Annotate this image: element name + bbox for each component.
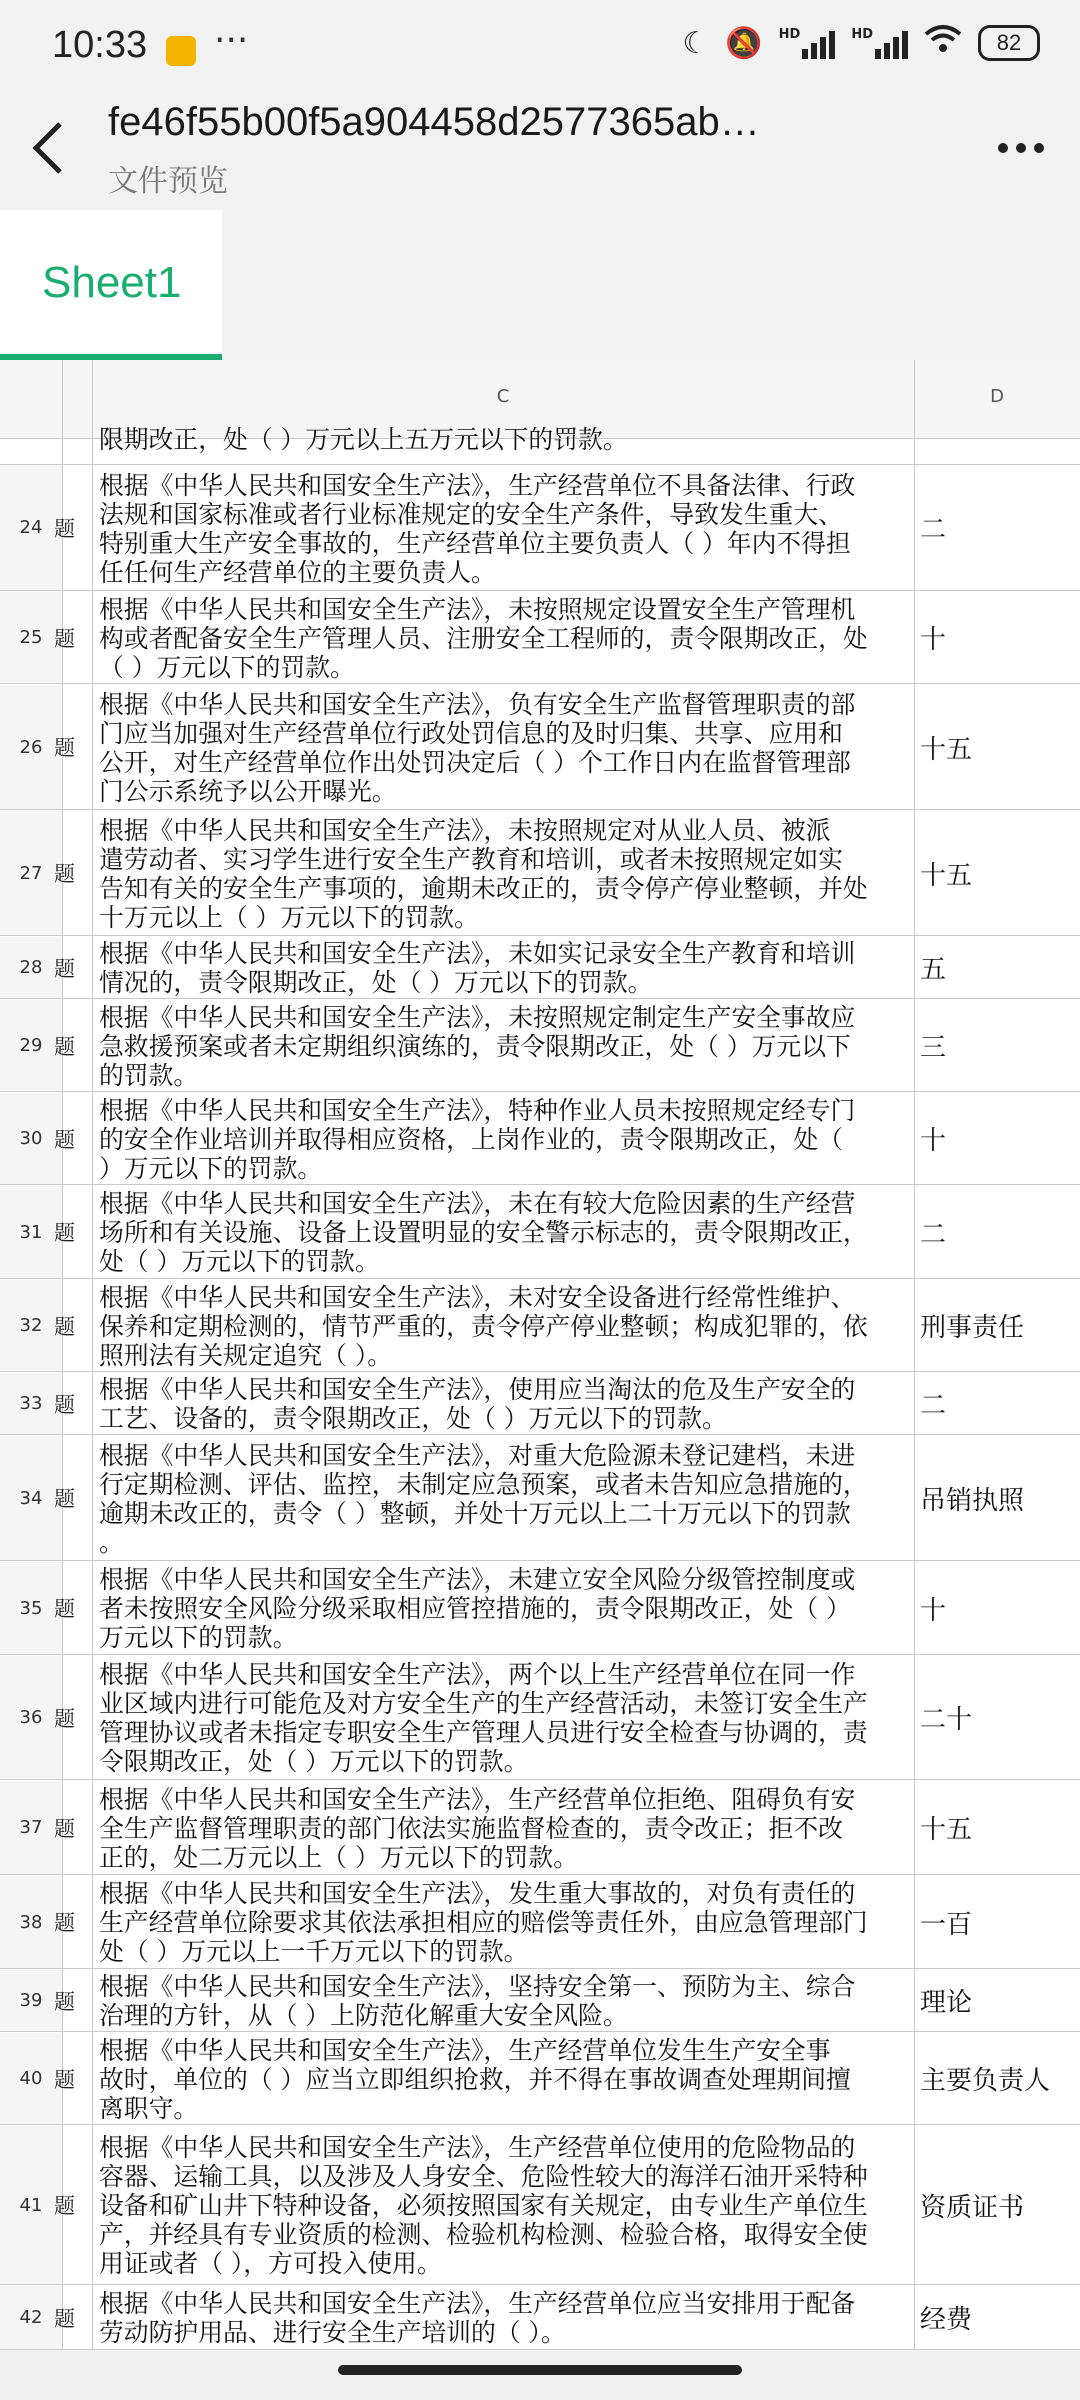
- cell-b-text: 题: [54, 1706, 75, 1731]
- cell-b-text: 题: [54, 1816, 75, 1841]
- status-bar: [0, 0, 1080, 100]
- question-line: 任任何生产经营单位的主要负责人。: [99, 558, 496, 587]
- question-line: 根据《中华人民共和国安全生产法》，使用应当淘汰的危及生产安全的: [99, 1375, 856, 1404]
- cell-answer[interactable]: 十五: [920, 1815, 973, 1845]
- row-number[interactable]: 35: [0, 1562, 62, 1654]
- cell-b[interactable]: [54, 937, 92, 998]
- question-line: 根据《中华人民共和国安全生产法》，生产经营单位拒绝、阻碍负有安: [99, 1785, 856, 1814]
- cell-answer[interactable]: 十: [920, 1595, 947, 1626]
- row-number[interactable]: 38: [0, 1876, 62, 1968]
- notification-icon: [166, 36, 196, 66]
- question-line: 故时，单位的（ ）应当立即组织抢救，并不得在事故调查处理期间擅: [99, 2065, 851, 2094]
- cell-b[interactable]: [54, 685, 92, 809]
- cell-answer[interactable]: 经费: [920, 2305, 973, 2335]
- tab-sheet1[interactable]: [0, 210, 222, 360]
- back-button[interactable]: [28, 118, 88, 188]
- table-row[interactable]: [0, 1876, 1080, 1969]
- question-line: 的罚款。: [99, 1061, 199, 1090]
- row-number[interactable]: 26: [0, 685, 62, 809]
- question-line: 场所和有关设施、设备上设置明显的安全警示标志的，责令限期改正，: [99, 1218, 868, 1247]
- cell-b[interactable]: [54, 1093, 92, 1184]
- question-line: 万元以下的罚款。: [99, 1623, 298, 1652]
- question-line: 公开，对生产经营单位作出处罚决定后（ ）个工作日内在监督管理部: [99, 748, 851, 777]
- cell-answer[interactable]: 二十: [920, 1705, 973, 1735]
- row-number[interactable]: 32: [0, 1280, 62, 1371]
- cell-answer[interactable]: 十五: [920, 860, 973, 891]
- moon-icon: ☾: [682, 25, 710, 61]
- cell-question[interactable]: [99, 1565, 909, 1652]
- cell-b[interactable]: [54, 1970, 92, 2031]
- cell-question[interactable]: [99, 1441, 909, 1557]
- sheet-tabbar: [0, 210, 1080, 360]
- table-row[interactable]: [0, 1000, 1080, 1092]
- cell-b-text: 题: [54, 1597, 75, 1621]
- question-line: 逾期未改正的，责令（ ）整顿，并处十万元以上二十万元以下的罚款: [99, 1499, 851, 1528]
- cell-b[interactable]: [54, 1186, 92, 1278]
- question-line: ）万元以下的罚款。: [99, 1154, 323, 1183]
- row-number[interactable]: 42: [0, 2286, 62, 2349]
- table-row[interactable]: [0, 2033, 1080, 2125]
- table-row[interactable]: [0, 1280, 1080, 1372]
- question-line: 根据《中华人民共和国安全生产法》，生产经营单位应当安排用于配备: [99, 2289, 856, 2318]
- cell-question[interactable]: [99, 1660, 909, 1776]
- row-number[interactable]: 30: [0, 1093, 62, 1184]
- table-row[interactable]: [0, 811, 1080, 936]
- cell-b[interactable]: [54, 2033, 92, 2124]
- more-dots-icon: [996, 118, 1046, 178]
- question-line: 行定期检测、评估、监控，未制定应急预案，或者未告知应急措施的，: [99, 1470, 868, 1499]
- cell-answer[interactable]: 十五: [920, 734, 973, 765]
- cell-answer[interactable]: 二: [920, 515, 947, 545]
- row-number[interactable]: 33: [0, 1373, 62, 1434]
- question-line: 令限期改正，处（ ）万元以下的罚款。: [99, 1747, 529, 1776]
- column-header-c[interactable]: C: [496, 386, 510, 407]
- cell-b[interactable]: [54, 1781, 92, 1874]
- cell-b[interactable]: [54, 1000, 92, 1091]
- cell-b[interactable]: [54, 1656, 92, 1779]
- file-title: fe46f55b00f5a904458d2577365ab…: [108, 100, 760, 144]
- question-line: 根据《中华人民共和国安全生产法》，未对安全设备进行经常性维护、: [99, 1283, 856, 1312]
- row-number[interactable]: 41: [0, 2126, 62, 2284]
- column-header-d[interactable]: D: [990, 386, 1004, 407]
- row-number[interactable]: 27: [0, 811, 62, 935]
- question-line: 劳动防护用品、进行安全生产培训的（ ）。: [99, 2318, 566, 2347]
- question-line: 急救援预案或者未定期组织演练的，责令限期改正，处（ ）万元以下: [99, 1032, 851, 1061]
- question-line: 生产经营单位除要求其依法承担相应的赔偿等责任外，由应急管理部门: [99, 1908, 868, 1937]
- cell-answer[interactable]: 三: [920, 1033, 947, 1063]
- cell-b[interactable]: [54, 592, 92, 683]
- question-line: 处（ ）万元以下的罚款。: [99, 1247, 380, 1276]
- cell-question[interactable]: [99, 2289, 909, 2347]
- mute-icon: 🔕: [725, 25, 763, 61]
- cell-b-text: 题: [54, 956, 75, 981]
- app-header: [0, 100, 1080, 210]
- hd-signal-icon-1: HD: [779, 27, 836, 59]
- question-line: 根据《中华人民共和国安全生产法》，特种作业人员未按照规定经专门: [99, 1096, 856, 1125]
- cell-b[interactable]: [54, 2286, 92, 2349]
- question-line: 根据《中华人民共和国安全生产法》，未按照规定制定生产安全事故应: [99, 1003, 856, 1032]
- cell-question[interactable]: [99, 1879, 909, 1966]
- question-line: 特别重大生产安全事故的，生产经营单位主要负责人（ ）年内不得担: [99, 529, 851, 558]
- table-row[interactable]: [0, 464, 1080, 591]
- more-notifications-icon: ···: [214, 20, 249, 61]
- cell-question[interactable]: [99, 1283, 909, 1370]
- cell-b-text: 题: [54, 1314, 75, 1339]
- cell-question[interactable]: [99, 1189, 909, 1276]
- row-number[interactable]: 34: [0, 1436, 62, 1560]
- question-line: 业区域内进行可能危及对方安全生产的生产经营活动，未签订安全生产: [99, 1689, 868, 1718]
- question-line: 根据《中华人民共和国安全生产法》，未在有较大危险因素的生产经营: [99, 1189, 856, 1218]
- cell-b[interactable]: [54, 811, 92, 935]
- cell-answer[interactable]: 二: [920, 1391, 947, 1421]
- cell-answer[interactable]: 资质证书: [920, 2192, 1025, 2223]
- status-time: 10:33: [52, 24, 148, 66]
- spreadsheet-grid[interactable]: [0, 360, 1080, 2350]
- table-row[interactable]: [0, 937, 1080, 999]
- row-number[interactable]: 37: [0, 1781, 62, 1874]
- row-number[interactable]: 36: [0, 1656, 62, 1779]
- question-line: 的安全作业培训并取得相应资格，上岗作业的，责令限期改正，处（: [99, 1125, 843, 1154]
- table-row[interactable]: [0, 1562, 1080, 1655]
- cell-question[interactable]: [99, 690, 909, 806]
- cell-answer[interactable]: 刑事责任: [920, 1313, 1025, 1343]
- question-line: 十万元以上（ ）万元以下的罚款。: [99, 903, 479, 932]
- question-line: 用证或者（ ），方可投入使用。: [99, 2249, 442, 2278]
- cell-b[interactable]: [54, 1373, 92, 1434]
- table-row[interactable]: [0, 1970, 1080, 2032]
- row-number[interactable]: 29: [0, 1000, 62, 1091]
- cell-answer[interactable]: 理论: [920, 1988, 973, 2018]
- table-row[interactable]: [0, 1093, 1080, 1185]
- row-number[interactable]: 40: [0, 2033, 62, 2124]
- cell-b-text: 题: [54, 862, 75, 886]
- question-line: 容器、运输工具，以及涉及人身安全、危险性较大的海洋石油开采特种: [99, 2162, 868, 2191]
- row-number[interactable]: 39: [0, 1970, 62, 2031]
- table-row[interactable]: [0, 1436, 1080, 1561]
- table-row[interactable]: [0, 2126, 1080, 2285]
- cell-b-text: 题: [54, 1221, 75, 1245]
- question-line: 处（ ）万元以上一千万元以下的罚款。: [99, 1937, 529, 1966]
- cell-answer[interactable]: 十: [920, 625, 947, 655]
- question-line: 构或者配备安全生产管理人员、注册安全工程师的，责令限期改正，处: [99, 624, 868, 653]
- question-line: 门应当加强对生产经营单位行政处罚信息的及时归集、共享、应用和: [99, 719, 843, 748]
- table-row[interactable]: [0, 592, 1080, 684]
- question-line: 照刑法有关规定追究（ ）。: [99, 1341, 393, 1370]
- question-line: 门公示系统予以公开曝光。: [99, 777, 397, 806]
- question-line: 正的，处二万元以上（ ）万元以下的罚款。: [99, 1843, 579, 1872]
- cell-b[interactable]: [54, 465, 92, 590]
- file-preview-label: 文件预览: [108, 164, 228, 199]
- question-line: 根据《中华人民共和国安全生产法》，发生重大事故的，对负有责任的: [99, 1879, 856, 1908]
- status-icons: [682, 24, 1040, 62]
- question-line: 根据《中华人民共和国安全生产法》，未如实记录安全生产教育和培训: [99, 939, 856, 968]
- cell-b-text: 题: [54, 1989, 75, 2014]
- question-line: 告知有关的安全生产事项的，逾期未改正的，责令停产停业整顿，并处: [99, 874, 868, 903]
- cell-b-text: 题: [54, 1127, 75, 1152]
- cell-b[interactable]: [54, 1436, 92, 1560]
- question-line: 根据《中华人民共和国安全生产法》，坚持安全第一、预防为主、综合: [99, 1972, 856, 2001]
- question-line: 管理协议或者未指定专职安全生产管理人员进行安全检查与协调的，责: [99, 1718, 868, 1747]
- cell-b-text: 题: [54, 1392, 75, 1417]
- table-row[interactable]: [0, 1656, 1080, 1780]
- question-line: 遣劳动者、实习学生进行安全生产教育和培训，或者未按照规定如实: [99, 845, 843, 874]
- question-line: 保养和定期检测的，情节严重的，责令停产停业整顿；构成犯罪的，依: [99, 1312, 868, 1341]
- question-line: 根据《中华人民共和国安全生产法》，生产经营单位使用的危险物品的: [99, 2133, 856, 2162]
- question-line: 工艺、设备的，责令限期改正，处（ ）万元以下的罚款。: [99, 1404, 727, 1433]
- cell-b-text: 题: [54, 626, 75, 651]
- cell-question[interactable]: [99, 1375, 909, 1433]
- table-row[interactable]: [0, 1186, 1080, 1279]
- question-line: 情况的，责令限期改正，处（ ）万元以下的罚款。: [99, 968, 653, 997]
- cell-b-text: 题: [54, 1487, 75, 1511]
- cell-b[interactable]: [54, 1562, 92, 1654]
- cell-answer[interactable]: 一百: [920, 1909, 973, 1940]
- home-indicator[interactable]: [338, 2365, 742, 2375]
- table-row[interactable]: [0, 685, 1080, 810]
- question-line: 全生产监督管理职责的部门依法实施监督检查的，责令改正；拒不改: [99, 1814, 843, 1843]
- question-line: 根据《中华人民共和国安全生产法》，生产经营单位发生生产安全事: [99, 2036, 831, 2065]
- cell-answer[interactable]: 吊销执照: [920, 1485, 1025, 1516]
- cell-b-text: 题: [54, 736, 75, 760]
- cell-b-text: 题: [54, 516, 75, 541]
- cell-b-text: 题: [54, 2194, 75, 2218]
- question-line: 。: [99, 1528, 124, 1557]
- question-line: 者未按照安全风险分级采取相应管控措施的，责令限期改正，处（ ）: [99, 1594, 851, 1623]
- question-line: 离职守。: [99, 2094, 199, 2123]
- question-line: 治理的方针，从（ ）上防范化解重大安全风险。: [99, 2001, 628, 2030]
- question-line: 根据《中华人民共和国安全生产法》，未建立安全风险分级管控制度或: [99, 1565, 856, 1594]
- question-line: 法规和国家标准或者行业标准规定的安全生产条件，导致发生重大、: [99, 500, 843, 529]
- question-line: 根据《中华人民共和国安全生产法》，生产经营单位不具备法律、行政: [99, 471, 856, 500]
- cell-question[interactable]: [99, 939, 909, 997]
- table-row[interactable]: [0, 2286, 1080, 2350]
- chevron-left-icon: [28, 118, 68, 178]
- partial-row-text: 限期改正，处（ ）万元以上五万元以下的罚款。: [99, 425, 628, 454]
- wifi-icon: [924, 24, 962, 62]
- question-line: 根据《中华人民共和国安全生产法》，未按照规定设置安全生产管理机: [99, 595, 856, 624]
- cell-question[interactable]: [99, 2133, 909, 2278]
- more-options-button[interactable]: [996, 118, 1046, 189]
- table-row[interactable]: [0, 1781, 1080, 1875]
- cell-b[interactable]: [54, 1280, 92, 1371]
- cell-b-text: 题: [54, 2306, 75, 2331]
- cell-answer[interactable]: 十: [920, 1126, 947, 1156]
- cell-question[interactable]: [99, 1096, 909, 1183]
- cell-answer[interactable]: 二: [920, 1219, 947, 1250]
- question-line: 根据《中华人民共和国安全生产法》，两个以上生产经营单位在同一作: [99, 1660, 856, 1689]
- cell-question[interactable]: [99, 1003, 909, 1090]
- cell-question[interactable]: [99, 595, 909, 682]
- hd-signal-icon-2: HD: [851, 27, 908, 59]
- cell-b-text: 题: [54, 1911, 75, 1935]
- table-row[interactable]: [0, 1373, 1080, 1435]
- question-line: 根据《中华人民共和国安全生产法》，对重大危险源未登记建档，未进: [99, 1441, 856, 1470]
- cell-answer[interactable]: 主要负责人: [920, 2066, 1051, 2096]
- row-number[interactable]: 25: [0, 592, 62, 683]
- question-line: 根据《中华人民共和国安全生产法》，未按照规定对从业人员、被派: [99, 816, 831, 845]
- cell-question[interactable]: [99, 1972, 909, 2030]
- cell-question[interactable]: [99, 471, 909, 587]
- cell-b-text: 题: [54, 2067, 75, 2092]
- cell-question[interactable]: [99, 816, 909, 932]
- question-line: 设备和矿山井下特种设备，必须按照国家有关规定，由专业生产单位生: [99, 2191, 868, 2220]
- question-line: （ ）万元以下的罚款。: [99, 653, 355, 682]
- cell-answer[interactable]: 五: [920, 955, 947, 985]
- row-number[interactable]: 31: [0, 1186, 62, 1278]
- question-line: 根据《中华人民共和国安全生产法》，负有安全生产监督管理职责的部: [99, 690, 856, 719]
- tab-sheet1-label: Sheet1: [42, 258, 182, 307]
- battery-icon: 82: [978, 25, 1040, 61]
- cell-b[interactable]: [54, 1876, 92, 1968]
- row-number[interactable]: 24: [0, 465, 62, 590]
- row-number[interactable]: 28: [0, 937, 62, 998]
- cell-question[interactable]: [99, 2036, 909, 2123]
- question-line: 产，并经具有专业资质的检测、检验机构检测、检验合格，取得安全使: [99, 2220, 868, 2249]
- cell-b[interactable]: [54, 2126, 92, 2284]
- cell-b-text: 题: [54, 1034, 75, 1059]
- cell-question[interactable]: [99, 1785, 909, 1872]
